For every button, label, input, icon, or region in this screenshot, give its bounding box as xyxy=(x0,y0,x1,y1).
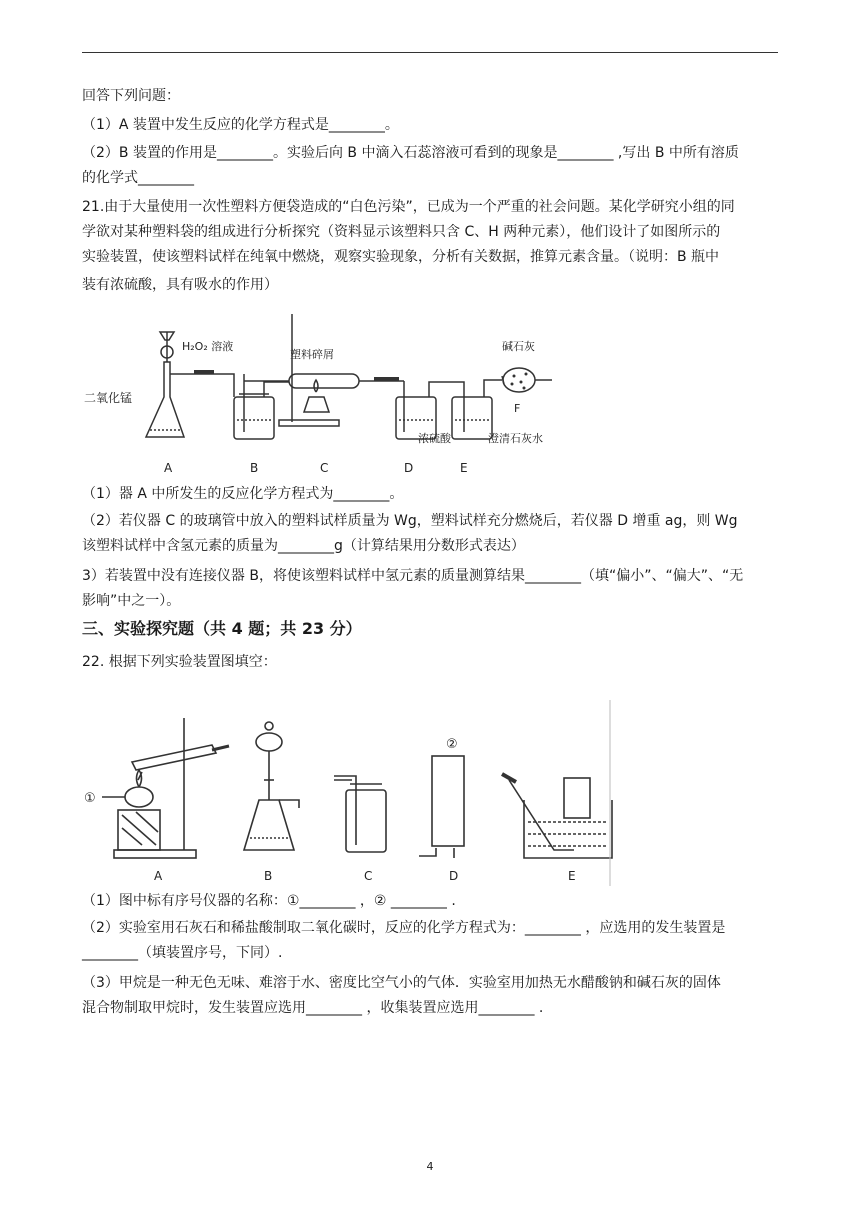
label-h2o2: H₂O₂ 溶液 xyxy=(182,340,234,353)
letter-d-2: D xyxy=(449,869,459,883)
marker-2: ② xyxy=(446,737,458,752)
drying-tube-f xyxy=(503,368,535,392)
letter-d: D xyxy=(404,461,414,475)
test-tube-a xyxy=(132,745,216,770)
text-line-q21-3: 实验装置，使该塑料试样在纯氧中燃烧，观察实验现象，分析有关数据，推算元素含量。（说明：B 瓶中 xyxy=(82,249,720,265)
inverted-bottle-d xyxy=(432,756,464,846)
flask-b xyxy=(244,800,294,850)
stand-base-a xyxy=(114,850,196,858)
section-heading: 三、实验探究题（共 4 题；共 23 分） xyxy=(82,619,362,638)
page-number: 4 xyxy=(426,1160,434,1173)
label-f: F xyxy=(514,402,521,415)
text-line-q22-sub2-cont: ________（填装置序号，下同）. xyxy=(82,945,283,961)
text-line-q21-1: 21.由于大量使用一次性塑料方便袋造成的“白色污染”，已成为一个严重的社会问题。某化学研究小组的同 xyxy=(82,199,735,215)
separatory-funnel-b xyxy=(256,733,282,751)
text-line-q21-sub2: （2）若仪器 C 的玻璃管中放入的塑料试样质量为 Wg，塑料试样充分燃烧后，若仪器 D 增重 ag，则 Wg xyxy=(82,513,738,529)
letter-a-2: A xyxy=(154,869,163,883)
apparatus-figure-2 xyxy=(84,700,614,886)
bottle-e xyxy=(452,397,492,439)
bottle-b xyxy=(234,397,274,439)
text-line-q21-sub3: 3）若装置中没有连接仪器 B，将使该塑料试样中氢元素的质量测算结果________（填“偏小”、“偏大”、“无 xyxy=(82,568,744,584)
text-line-q22-sub2: （2）实验室用石灰石和稀盐酸制取二氧化碳时，反应的化学方程式为：________ ，应选用的发生装置是 xyxy=(82,920,726,936)
text-line-q1-a: （1）A 装置中发生反应的化学方程式是________。 xyxy=(82,117,399,133)
label-soda-lime: 碱石灰 xyxy=(502,340,535,353)
letter-e-2: E xyxy=(568,869,576,883)
marker-1: ① xyxy=(84,791,96,806)
letter-e: E xyxy=(460,461,468,475)
gas-bottle-c xyxy=(346,790,386,852)
label-limewater: 澄清石灰水 xyxy=(488,432,543,445)
text-line-q22-sub3-cont: 混合物制取甲烷时，发生装置应选用________ ，收集装置应选用________ . xyxy=(82,1000,544,1016)
label-conc-sulfuric-acid: 浓硫酸 xyxy=(418,432,451,445)
text-line-q21-4: 装有浓硫酸，具有吸水的作用） xyxy=(82,277,278,293)
text-line-q22-sub1: （1）图中标有序号仪器的名称：①________ ，② ________ . xyxy=(82,893,456,909)
text-line-q2-b-cont: 的化学式________ xyxy=(82,170,194,186)
letter-c: C xyxy=(320,461,329,475)
letter-c-2: C xyxy=(364,869,373,883)
label-mno2: 二氧化锰 xyxy=(84,391,133,405)
letter-b: B xyxy=(250,461,259,475)
text-line-answer-intro: 回答下列问题： xyxy=(82,88,180,104)
apparatus-figure-1 xyxy=(84,302,564,478)
alcohol-lamp-a xyxy=(125,787,153,807)
letter-a: A xyxy=(164,461,173,475)
collecting-tube-e xyxy=(564,778,590,818)
letter-b-2: B xyxy=(264,869,273,883)
text-line-q22: 22. 根据下列实验装置图填空： xyxy=(82,654,277,670)
text-line-q21-2: 学欲对某种塑料袋的组成进行分析探究（资料显示该塑料只含 C、H 两种元素），他们设计了如图所示的 xyxy=(82,224,721,240)
label-plastic-sample: 塑料碎屑 xyxy=(290,348,334,361)
combustion-tube-c xyxy=(289,374,359,388)
text-line-q21-sub1: （1）器 A 中所发生的反应化学方程式为________。 xyxy=(82,486,404,502)
header-rule xyxy=(82,52,778,53)
text-line-q21-sub2-cont: 该塑料试样中含氢元素的质量为________g（计算结果用分数形式表达） xyxy=(82,538,525,554)
text-line-q22-sub3: （3）甲烷是一种无色无味、难溶于水、密度比空气小的气体．实验室用加热无水醋酸钠和碱石灰的固体 xyxy=(82,975,721,991)
text-line-q21-sub3-cont: 影响”中之一）。 xyxy=(82,593,181,609)
text-line-q2-b: （2）B 装置的作用是________。实验后向 B 中滴入石蕊溶液可看到的现象是________ ,写出 B 中所有溶质 xyxy=(82,145,739,161)
